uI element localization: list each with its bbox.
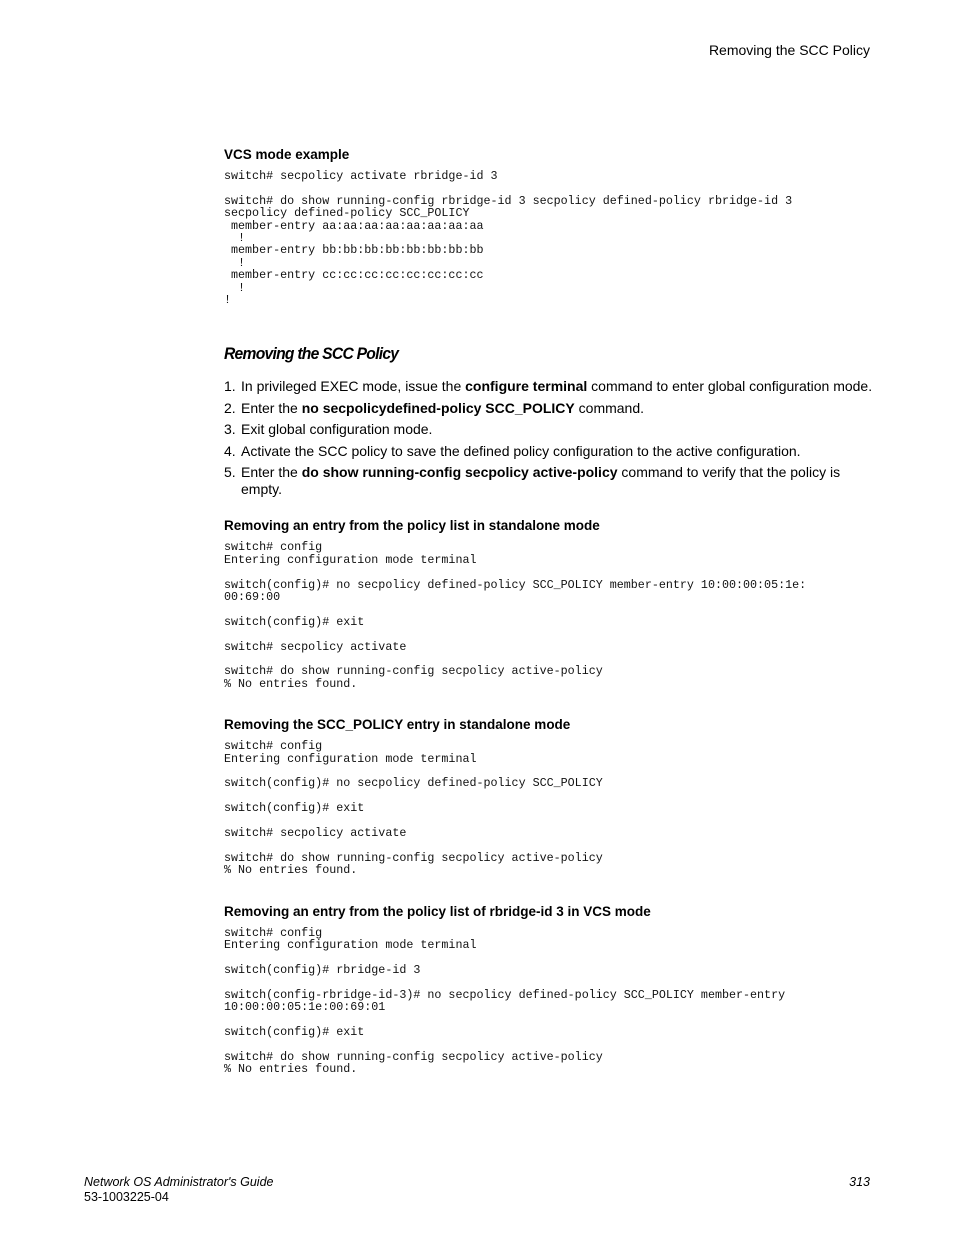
step-text-pre: Activate the SCC policy to save the defined policy configuration to the active configuration. [241,442,801,459]
step-text [241,464,874,498]
code-line: member-entry bb:bb:bb:bb:bb:bb:bb:bb [224,243,484,258]
code-line: switch# secpolicy activate [224,826,407,841]
step-item [224,421,874,438]
step-number: 5. [224,464,236,481]
step-text-pre: In privileged EXEC mode, issue the [241,378,466,395]
footer-page-number: 313 [849,1175,870,1189]
step-item [224,464,874,498]
vcs-example-code [224,170,874,306]
step-text-pre: Enter the [241,399,302,416]
example-section [224,716,874,876]
code-block [224,1051,874,1076]
step-number: 4. [224,442,236,459]
code-line: ! [224,255,246,270]
code-block [224,989,874,1014]
code-line: % No entries found. [224,1062,358,1077]
step-item [224,378,874,395]
code-block [224,541,874,566]
step-text-pre: Enter the [241,464,302,481]
code-line: switch(config)# rbridge-id 3 [224,962,421,977]
vcs-example-heading: VCS mode example [224,147,350,162]
code-line: % No entries found. [224,676,358,691]
code-block [224,777,874,789]
footer-left [84,1175,273,1205]
footer-doc-title: Network OS Administrator's Guide [84,1175,274,1189]
examples-container [224,517,874,1075]
example-heading: Removing an entry from the policy list in standalone mode [224,518,600,534]
code-line: 00:69:00 [224,590,281,605]
code-line: switch# do show running-config rbridge-id 3 secpolicy defined-policy rbridge-id 3 [224,193,793,208]
step-text [241,378,874,395]
code-line: member-entry aa:aa:aa:aa:aa:aa:aa:aa [224,218,484,233]
code-line: Entering configuration mode terminal [224,552,477,567]
code-block [224,827,874,839]
step-text-post: command. [574,399,645,416]
step-command: no secpolicydefined-policy SCC_POLICY [301,399,575,416]
section-title: Removing the SCC Policy [224,344,399,364]
code-line: member-entry cc:cc:cc:cc:cc:cc:cc:cc [224,268,484,283]
step-command: do show running-config secpolicy active-policy [301,464,618,481]
code-line: switch# secpolicy activate rbridge-id 3 [224,169,498,183]
step-text-pre: Exit global configuration mode. [241,421,433,438]
code-line: switch# config [224,540,323,555]
code-block [224,579,874,604]
code-line: Entering configuration mode terminal [224,938,477,953]
code-line: switch# config [224,739,323,754]
code-line: secpolicy defined-policy SCC_POLICY [224,206,470,221]
code-block [224,852,874,877]
example-code [224,740,874,876]
code-block [224,195,874,307]
example-code [224,927,874,1076]
code-line: switch# do show running-config secpolicy active-policy [224,664,603,679]
code-line: % No entries found. [224,863,358,878]
example-code [224,541,874,690]
code-block [224,927,874,952]
code-block [224,641,874,653]
example-section [224,517,874,690]
code-block [224,665,874,690]
example-section [224,903,874,1076]
step-text-post: command to enter global configuration mode. [587,378,873,395]
procedure-steps [224,378,874,498]
code-line: Entering configuration mode terminal [224,751,477,766]
code-line: switch# do show running-config secpolicy active-policy [224,850,603,865]
example-heading: Removing an entry from the policy list of rbridge-id 3 in VCS mode [224,903,651,919]
code-block [224,170,874,182]
code-line: switch(config-rbridge-id-3)# no secpolicy defined-policy SCC_POLICY member-entry [224,987,786,1002]
step-item [224,400,874,417]
code-line: ! [224,231,246,246]
code-line: switch# config [224,925,323,940]
code-line: switch(config)# exit [224,1024,365,1039]
page-content [224,146,874,1075]
code-line: 10:00:00:05:1e:00:69:01 [224,1000,386,1015]
code-block [224,802,874,814]
code-block [224,1026,874,1038]
step-item [224,443,874,460]
step-number: 1. [224,378,236,395]
code-line: switch(config)# no secpolicy defined-policy SCC_POLICY member-entry 10:00:00:05:1e: [224,577,807,592]
code-block [224,964,874,976]
code-line: switch# secpolicy activate [224,639,407,654]
code-block [224,616,874,628]
code-line: switch(config)# no secpolicy defined-policy SCC_POLICY [224,776,603,791]
step-text-post: command to verify that the policy is empty. [241,464,841,498]
code-block [224,740,874,765]
footer-doc-number: 53-1003225-04 [84,1190,169,1204]
code-line: ! [224,280,246,295]
running-header: Removing the SCC Policy [708,42,870,58]
vcs-example [224,146,874,306]
step-text [241,400,874,417]
code-line: switch# do show running-config secpolicy active-policy [224,1049,603,1064]
step-number: 2. [224,399,236,416]
step-text [241,421,874,438]
example-heading: Removing the SCC_POLICY entry in standalone mode [224,717,571,733]
step-number: 3. [224,421,236,438]
code-line: switch(config)# exit [224,614,365,629]
step-command: configure terminal [465,378,588,395]
code-line: ! [224,293,232,308]
step-text [241,443,874,460]
code-line: switch(config)# exit [224,801,365,816]
